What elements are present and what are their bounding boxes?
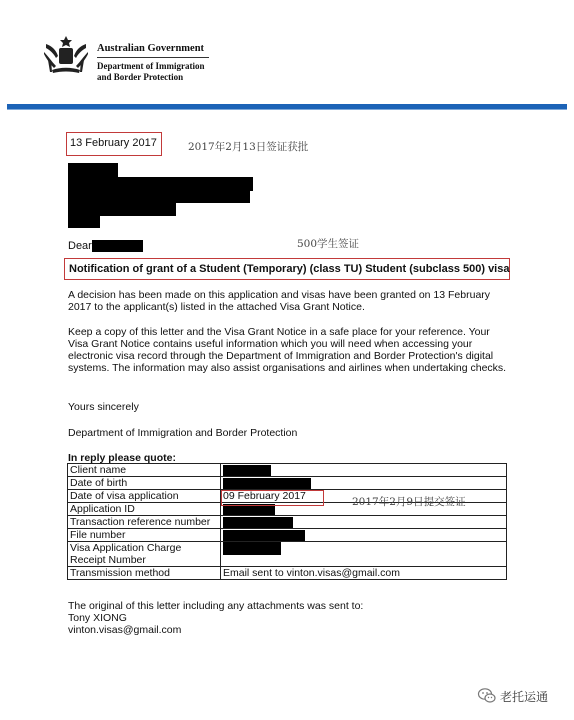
row-value bbox=[221, 516, 507, 529]
header-rule bbox=[97, 57, 209, 58]
keep-copy-paragraph: Keep a copy of this letter and the Visa Grant Notice in a safe place for your reference. Your Visa Grant Notice contains useful information which you will need when accessing your electronic visa record through the Department of Immigration and Border Protection's digital systems. The information may also assist organisations and airlines when undertaking checks. bbox=[68, 326, 507, 374]
table-row bbox=[68, 542, 507, 567]
application-date-annotation: 2017年2月9日提交签证 bbox=[352, 496, 466, 508]
reference-table bbox=[67, 463, 507, 580]
redacted-address-line bbox=[68, 163, 118, 177]
redacted-value bbox=[223, 478, 311, 489]
row-label: File number bbox=[68, 529, 221, 542]
row-value bbox=[221, 464, 507, 477]
visa-type-annotation: 500学生签证 bbox=[297, 238, 360, 250]
row-value bbox=[221, 529, 507, 542]
recipient-block bbox=[68, 600, 363, 636]
row-label: Client name bbox=[68, 464, 221, 477]
department-line2: and Border Protection bbox=[97, 71, 184, 82]
table-row bbox=[68, 464, 507, 477]
redacted-address-line bbox=[68, 216, 100, 228]
row-value bbox=[221, 542, 507, 567]
redacted-address-line bbox=[68, 177, 253, 191]
org-name: Australian Government bbox=[97, 43, 205, 54]
application-date-highlight-box bbox=[221, 490, 324, 506]
salutation: Dear bbox=[68, 240, 92, 252]
table-row bbox=[68, 477, 507, 490]
signatory-department: Department of Immigration and Border Protection bbox=[68, 427, 298, 439]
redacted-address-line bbox=[68, 191, 250, 203]
department-line1: Department of Immigration bbox=[97, 61, 205, 71]
date-annotation: 2017年2月13日签证获批 bbox=[188, 141, 309, 153]
redacted-name bbox=[92, 240, 143, 252]
transmission-value: Email sent to vinton.visas@gmail.com bbox=[221, 567, 507, 580]
watermark-text: 老托运通 bbox=[500, 690, 549, 704]
notification-heading: Notification of grant of a Student (Temporary) (class TU) Student (subclass 500) visa bbox=[69, 263, 510, 275]
letter-date: 13 February 2017 bbox=[70, 137, 157, 149]
row-label: Date of birth bbox=[68, 477, 221, 490]
wechat-icon bbox=[477, 686, 497, 706]
coat-of-arms-logo bbox=[38, 30, 94, 80]
application-date-value: 09 February 2017 bbox=[221, 490, 507, 503]
row-label: Transaction reference number bbox=[68, 516, 221, 529]
table-row bbox=[68, 529, 507, 542]
redacted-value bbox=[223, 542, 281, 555]
decision-paragraph: A decision has been made on this application and visas have been granted on 13 February 2017 to the applicant(s) listed in the attached Visa Grant Notice. bbox=[68, 289, 491, 313]
table-row bbox=[68, 567, 507, 580]
department-name bbox=[97, 61, 237, 82]
redacted-value bbox=[223, 465, 271, 476]
row-label: Application ID bbox=[68, 503, 221, 516]
table-row bbox=[68, 516, 507, 529]
closing: Yours sincerely bbox=[68, 401, 139, 413]
row-label: Transmission method bbox=[68, 567, 221, 580]
row-value bbox=[221, 477, 507, 490]
reply-heading: In reply please quote: bbox=[68, 452, 176, 464]
recipient-name: Tony XIONG bbox=[68, 612, 127, 624]
redacted-address-line bbox=[68, 203, 176, 216]
redacted-value bbox=[223, 530, 305, 541]
row-label: Date of visa application bbox=[68, 490, 221, 503]
redacted-value bbox=[223, 517, 293, 528]
header-band-shadow bbox=[7, 109, 567, 110]
original-sent-line: The original of this letter including any attachments was sent to: bbox=[68, 600, 364, 612]
recipient-email: vinton.visas@gmail.com bbox=[68, 624, 182, 636]
row-label: Visa Application Charge Receipt Number bbox=[68, 542, 221, 567]
